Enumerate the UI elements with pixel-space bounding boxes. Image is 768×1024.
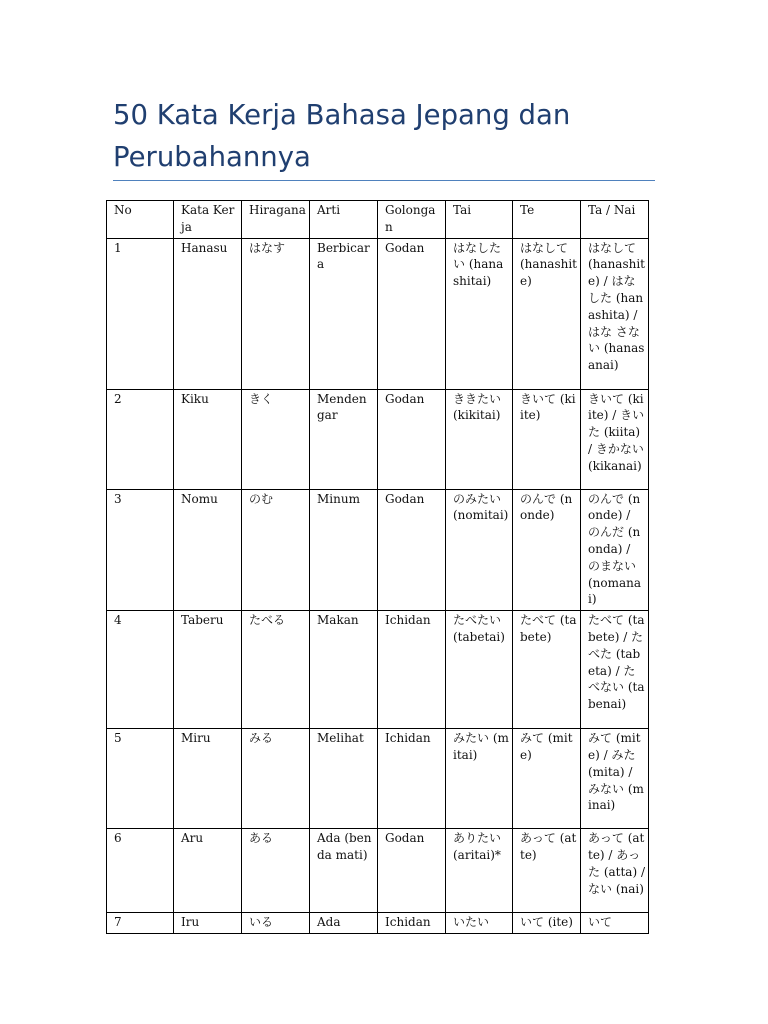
cell-golongan: Godan [378, 389, 446, 489]
cell-golongan: Ichidan [378, 729, 446, 829]
cell-golongan: Godan [378, 829, 446, 913]
cell-hiragana: のむ [242, 489, 310, 611]
cell-no: 5 [107, 729, 174, 829]
header-cell-te: Te [513, 201, 581, 239]
table-row [107, 729, 649, 829]
cell-tai: ききたい (kikitai) [446, 389, 513, 489]
cell-no: 3 [107, 489, 174, 611]
cell-verb: Iru [174, 913, 242, 934]
cell-ta-nai: きいて (kiite) / きいた (kiita) / きかない (kikanai) [581, 389, 649, 489]
cell-no: 7 [107, 913, 174, 934]
cell-no: 1 [107, 238, 174, 389]
table-row [107, 238, 649, 389]
cell-hiragana: たべる [242, 611, 310, 729]
verb-table [106, 200, 649, 934]
header-cell-tai: Tai [446, 201, 513, 239]
cell-arti: Melihat [310, 729, 378, 829]
cell-tai: いたい [446, 913, 513, 934]
cell-ta-nai: いて [581, 913, 649, 934]
cell-arti: Mendengar [310, 389, 378, 489]
cell-verb: Nomu [174, 489, 242, 611]
cell-te: たべて (tabete) [513, 611, 581, 729]
cell-no: 6 [107, 829, 174, 913]
cell-ta-nai: たべて (tabete) / たべた (tabeta) / たべない (tabenai) [581, 611, 649, 729]
cell-hiragana: いる [242, 913, 310, 934]
table-row [107, 829, 649, 913]
cell-te: のんで (nonde) [513, 489, 581, 611]
cell-ta-nai: はなして (hanashite) / はな した (hanashita) / はな さない (hanasanai) [581, 238, 649, 389]
cell-arti: Berbicara [310, 238, 378, 389]
header-cell-no: No [107, 201, 174, 239]
table-row [107, 389, 649, 489]
cell-verb: Aru [174, 829, 242, 913]
cell-ta-nai: あって (atte) / あった (atta) / ない (nai) [581, 829, 649, 913]
cell-verb: Miru [174, 729, 242, 829]
cell-no: 2 [107, 389, 174, 489]
cell-te: はなして (hanashite) [513, 238, 581, 389]
cell-no: 4 [107, 611, 174, 729]
page-title: 50 Kata Kerja Bahasa Jepang dan Perubahannya [113, 99, 571, 173]
cell-verb: Kiku [174, 389, 242, 489]
cell-tai: のみたい (nomitai) [446, 489, 513, 611]
cell-te: きいて (kiite) [513, 389, 581, 489]
cell-arti: Minum [310, 489, 378, 611]
cell-te: いて (ite) [513, 913, 581, 934]
cell-tai: はなしたい (hanashitai) [446, 238, 513, 389]
cell-golongan: Ichidan [378, 913, 446, 934]
table-row [107, 913, 649, 934]
cell-tai: みたい (mitai) [446, 729, 513, 829]
cell-verb: Hanasu [174, 238, 242, 389]
cell-golongan: Ichidan [378, 611, 446, 729]
cell-golongan: Godan [378, 238, 446, 389]
cell-te: あって (atte) [513, 829, 581, 913]
cell-arti: Ada [310, 913, 378, 934]
header-cell-arti: Arti [310, 201, 378, 239]
verb-table-body [107, 201, 649, 934]
cell-tai: たべたい (tabetai) [446, 611, 513, 729]
cell-te: みて (mite) [513, 729, 581, 829]
cell-ta-nai: のんで (nonde) / のんだ (nonda) / のまない (nomanai) [581, 489, 649, 611]
cell-arti: Ada (benda mati) [310, 829, 378, 913]
cell-hiragana: きく [242, 389, 310, 489]
header-cell-kata-kerja: Kata Kerja [174, 201, 242, 239]
table-header-row [107, 201, 649, 239]
table-row [107, 489, 649, 611]
header-cell-golongan: Golongan [378, 201, 446, 239]
title-underline [113, 180, 655, 181]
cell-tai: ありたい (aritai)* [446, 829, 513, 913]
cell-hiragana: はなす [242, 238, 310, 389]
cell-hiragana: みる [242, 729, 310, 829]
header-cell-hiragana: Hiragana [242, 201, 310, 239]
cell-hiragana: ある [242, 829, 310, 913]
cell-golongan: Godan [378, 489, 446, 611]
cell-verb: Taberu [174, 611, 242, 729]
cell-ta-nai: みて (mite) / みた (mita) / みない (minai) [581, 729, 649, 829]
header-cell-ta-nai: Ta / Nai [581, 201, 649, 239]
cell-arti: Makan [310, 611, 378, 729]
table-row [107, 611, 649, 729]
